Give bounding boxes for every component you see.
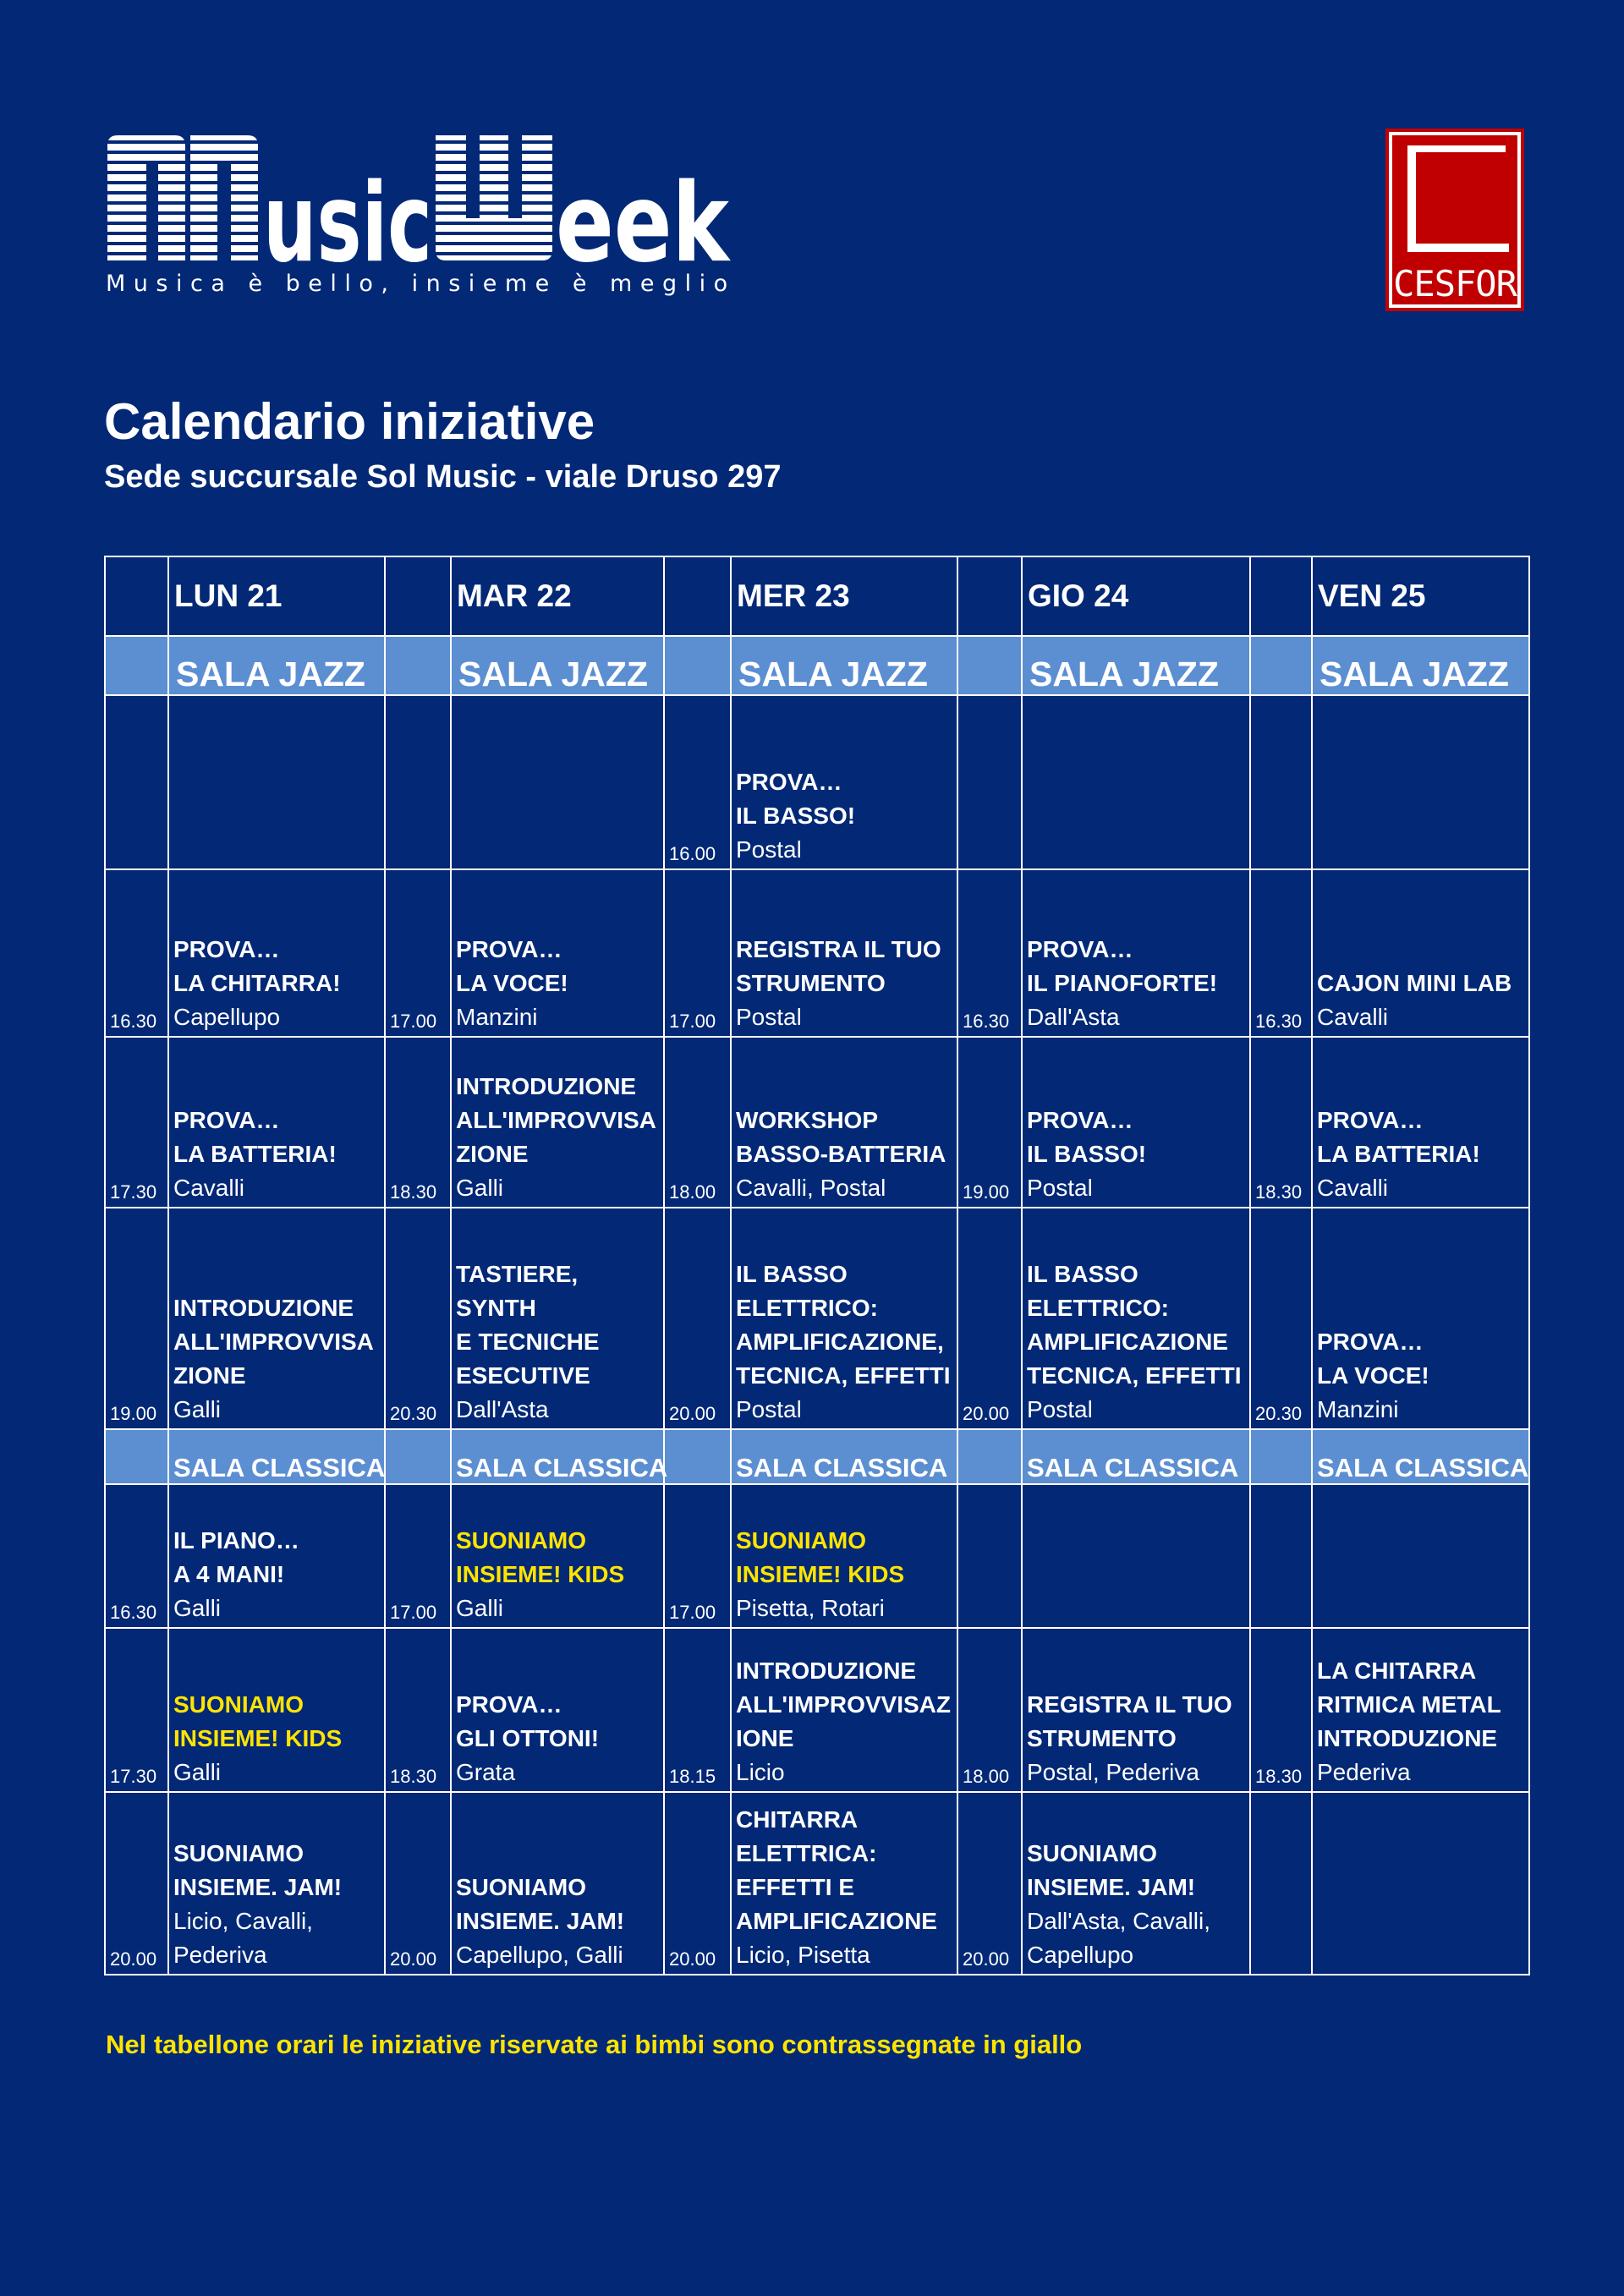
event-title: INTRODUZIONE ALL'IMPROVVISA ZIONE: [173, 1295, 374, 1389]
event-time: 17.30: [110, 1766, 157, 1787]
logo-eek-text: eek: [556, 161, 732, 287]
room-time-cell: [664, 636, 731, 695]
event: [169, 933, 384, 1036]
event-time: 17.00: [390, 1011, 437, 1032]
event-cell: [451, 1208, 664, 1429]
room-label: SALA CLASSICA: [1027, 1453, 1239, 1482]
event-cell: [731, 1208, 957, 1429]
event-cell: [451, 1037, 664, 1208]
event-teacher: Postal: [736, 836, 802, 863]
event: [1313, 1654, 1528, 1791]
event-teacher: Postal, Pederiva: [1027, 1759, 1199, 1785]
time-cell: [385, 695, 451, 869]
event-time: 20.30: [390, 1403, 437, 1424]
event-teacher: Cavalli: [173, 1175, 245, 1201]
time-cell: [664, 869, 731, 1037]
time-header-cell: [385, 556, 451, 636]
event-teacher: Galli: [173, 1396, 222, 1422]
event-time: 17.30: [110, 1181, 157, 1203]
schedule-table: [104, 556, 1530, 1975]
event-time: 16.30: [110, 1602, 157, 1623]
event-cell: [1022, 869, 1250, 1037]
event-title: IL BASSO ELETTRICO: AMPLIFICAZIONE TECNICA, EFFETTI: [1027, 1261, 1242, 1389]
time-cell: [385, 1208, 451, 1429]
event-time: 20.00: [669, 1948, 716, 1970]
event-cell: [168, 869, 385, 1037]
event-title: CAJON MINI LAB: [1317, 970, 1512, 996]
event-time: 18.00: [963, 1766, 1010, 1787]
schedule-row: [105, 1208, 1529, 1429]
event-title: INTRODUZIONE ALL'IMPROVVISAZ IONE: [736, 1658, 951, 1751]
room-time-cell: [1250, 1429, 1312, 1484]
time-cell: [664, 1628, 731, 1792]
time-cell: [105, 1037, 168, 1208]
event: [1023, 1688, 1249, 1791]
logo-letter-m-right: [190, 135, 258, 260]
room-time-cell: [105, 1429, 168, 1484]
event: [1023, 933, 1249, 1036]
event-cell: [451, 695, 664, 869]
event-title: PROVA… LA VOCE!: [1317, 1329, 1429, 1389]
event: [1313, 1325, 1528, 1428]
room-time-cell: [957, 1429, 1022, 1484]
time-cell: [664, 1208, 731, 1429]
room-header-cell: [1022, 636, 1250, 695]
time-cell: [957, 1628, 1022, 1792]
event-cell: [451, 1628, 664, 1792]
event-cell: [731, 1037, 957, 1208]
event-cell: [1022, 1208, 1250, 1429]
event-time: 20.00: [963, 1948, 1010, 1970]
event: [169, 1524, 384, 1627]
event-time: 17.00: [669, 1602, 716, 1623]
time-cell: [1250, 695, 1312, 869]
event-cell: [168, 1208, 385, 1429]
event-title: PROVA… LA BATTERIA!: [173, 1107, 337, 1167]
room-time-cell: [105, 636, 168, 695]
event-teacher: Cavalli: [1317, 1175, 1389, 1201]
day-header-cell: [731, 556, 957, 636]
time-cell: [957, 869, 1022, 1037]
event-teacher: Galli: [456, 1175, 504, 1201]
event-cell: [1312, 1208, 1529, 1429]
event-teacher: Cavalli, Postal: [736, 1175, 886, 1201]
event-title: CHITARRA ELETTRICA: EFFETTI E AMPLIFICAZIONE: [736, 1806, 937, 1934]
event: [732, 933, 957, 1036]
room-label: SALA JAZZ: [738, 655, 928, 693]
event-title: SUONIAMO INSIEME! KIDS: [173, 1691, 343, 1751]
time-cell: [957, 1484, 1022, 1628]
room-label: SALA JAZZ: [1029, 655, 1219, 693]
time-cell: [1250, 1628, 1312, 1792]
day-header-row: [105, 556, 1529, 636]
event-cell: [1312, 1037, 1529, 1208]
time-cell: [105, 1628, 168, 1792]
event-title: PROVA… LA VOCE!: [456, 936, 568, 996]
event-cell: [168, 1484, 385, 1628]
event-time: 18.30: [390, 1181, 437, 1203]
event: [732, 1654, 957, 1791]
event-cell: [1022, 1628, 1250, 1792]
event-cell: [451, 1792, 664, 1975]
schedule-row: [105, 1792, 1529, 1975]
event: [732, 1104, 957, 1207]
event-time: 20.00: [963, 1403, 1010, 1424]
event-cell: [1312, 1628, 1529, 1792]
room-header-cell: [731, 1429, 957, 1484]
event-title: PROVA… IL PIANOFORTE!: [1027, 936, 1218, 996]
event-teacher: Postal: [736, 1396, 802, 1422]
event-cell: [451, 1484, 664, 1628]
event-cell: [1022, 1792, 1250, 1975]
event-time: 20.30: [1255, 1403, 1303, 1424]
event-title: REGISTRA IL TUO STRUMENTO: [736, 936, 941, 996]
room-label: SALA CLASSICA: [1317, 1453, 1529, 1482]
event-teacher: Postal: [1027, 1396, 1093, 1422]
schedule-row: [105, 869, 1529, 1037]
room-time-cell: [385, 636, 451, 695]
time-cell: [105, 1484, 168, 1628]
event-title: TASTIERE, SYNTH E TECNICHE ESECUTIVE: [456, 1261, 600, 1389]
time-cell: [1250, 1792, 1312, 1975]
time-cell: [385, 869, 451, 1037]
day-label: VEN 25: [1318, 578, 1426, 613]
event: [169, 1837, 384, 1974]
room-header-row-jazz: [105, 636, 1529, 695]
day-header-cell: [451, 556, 664, 636]
schedule-row: [105, 1628, 1529, 1792]
event-title: PROVA… LA BATTERIA!: [1317, 1107, 1480, 1167]
room-label: SALA JAZZ: [458, 655, 648, 693]
day-label: GIO 24: [1028, 578, 1129, 613]
time-cell: [957, 1037, 1022, 1208]
event-cell: [168, 1628, 385, 1792]
event-time: 17.00: [669, 1011, 716, 1032]
event-time: 20.00: [669, 1403, 716, 1424]
room-time-cell: [664, 1429, 731, 1484]
time-cell: [1250, 869, 1312, 1037]
logo-usic-text: usic: [263, 161, 432, 287]
event-teacher: Pisetta, Rotari: [736, 1595, 885, 1621]
room-label: SALA JAZZ: [1320, 655, 1509, 693]
time-header-cell: [664, 556, 731, 636]
event-title: PROVA… LA CHITARRA!: [173, 936, 341, 996]
event-time: 16.30: [1255, 1011, 1303, 1032]
event-time: 16.30: [110, 1011, 157, 1032]
event: [1313, 1104, 1528, 1207]
event-cell: [731, 869, 957, 1037]
event-title: IL BASSO ELETTRICO: AMPLIFICAZIONE, TECNICA, EFFETTI: [736, 1261, 951, 1389]
event-cell: [168, 695, 385, 869]
event-title: REGISTRA IL TUO STRUMENTO: [1027, 1691, 1232, 1751]
time-cell: [664, 1037, 731, 1208]
event-teacher: Galli: [456, 1595, 504, 1621]
event: [452, 1871, 663, 1974]
event-teacher: Grata: [456, 1759, 516, 1785]
time-cell: [957, 1208, 1022, 1429]
time-cell: [664, 695, 731, 869]
time-cell: [1250, 1037, 1312, 1208]
event-teacher: Manzini: [1317, 1396, 1399, 1422]
time-cell: [664, 1484, 731, 1628]
time-cell: [1250, 1208, 1312, 1429]
event-teacher: Capellupo, Galli: [456, 1942, 623, 1968]
time-header-cell: [957, 556, 1022, 636]
event-teacher: Licio, Pisetta: [736, 1942, 870, 1968]
event-teacher: Licio: [736, 1759, 785, 1785]
page-title: Calendario iniziative: [104, 393, 595, 450]
event-time: 18.30: [1255, 1181, 1303, 1203]
time-cell: [105, 1208, 168, 1429]
time-cell: [105, 869, 168, 1037]
time-cell: [957, 695, 1022, 869]
event-cell: [451, 869, 664, 1037]
room-label: SALA CLASSICA: [736, 1453, 948, 1482]
event: [452, 1070, 663, 1207]
event-cell: [731, 1792, 957, 1975]
time-cell: [385, 1792, 451, 1975]
event-teacher: Galli: [173, 1759, 222, 1785]
time-cell: [385, 1628, 451, 1792]
schedule-row: [105, 695, 1529, 869]
room-header-cell: [1312, 1429, 1529, 1484]
event-title: WORKSHOP BASSO-BATTERIA: [736, 1107, 946, 1167]
event-cell: [1312, 869, 1529, 1037]
event-time: 19.00: [110, 1403, 157, 1424]
event-title: PROVA… IL BASSO!: [736, 769, 856, 829]
cesfor-logo: [1385, 129, 1524, 311]
event-cell: [1022, 695, 1250, 869]
time-cell: [385, 1484, 451, 1628]
room-label: SALA CLASSICA: [173, 1453, 386, 1482]
event-teacher: Galli: [173, 1595, 222, 1621]
event-teacher: Postal: [736, 1004, 802, 1030]
room-time-cell: [1250, 636, 1312, 695]
event-time: 18.30: [1255, 1766, 1303, 1787]
event: [732, 1803, 957, 1974]
event-title: LA CHITARRA RITMICA METAL INTRODUZIONE: [1317, 1658, 1501, 1751]
event-title: PROVA… IL BASSO!: [1027, 1107, 1147, 1167]
event: [452, 933, 663, 1036]
time-cell: [957, 1792, 1022, 1975]
day-header-cell: [168, 556, 385, 636]
time-cell: [664, 1792, 731, 1975]
event-title: IL PIANO… A 4 MANI!: [173, 1527, 299, 1587]
day-label: LUN 21: [174, 578, 283, 613]
event-title: SUONIAMO INSIEME. JAM!: [456, 1874, 625, 1934]
day-label: MER 23: [737, 578, 850, 613]
logo-tagline: Musica è bello, insieme è meglio: [106, 271, 736, 297]
event-teacher: Licio, Cavalli, Pederiva: [173, 1908, 313, 1968]
event-time: 20.00: [110, 1948, 157, 1970]
time-cell: [105, 695, 168, 869]
event: [1023, 1258, 1249, 1428]
time-cell: [385, 1037, 451, 1208]
event: [452, 1524, 663, 1627]
event-cell: [1022, 1037, 1250, 1208]
event-teacher: Dall'Asta: [456, 1396, 549, 1422]
time-cell: [105, 1792, 168, 1975]
event-teacher: Dall'Asta: [1027, 1004, 1120, 1030]
day-header-cell: [1312, 556, 1529, 636]
room-header-cell: [451, 636, 664, 695]
room-header-cell: [451, 1429, 668, 1484]
schedule-row: [105, 1484, 1529, 1628]
time-header-cell: [105, 556, 168, 636]
room-header-cell: [731, 636, 957, 695]
event-cell: [731, 1484, 957, 1628]
event-time: 19.00: [963, 1181, 1010, 1203]
event: [452, 1258, 663, 1428]
kids-footnote: Nel tabellone orari le iniziative riservate ai bimbi sono contrassegnate in giallo: [106, 2030, 1083, 2059]
event-title: SUONIAMO INSIEME! KIDS: [736, 1527, 905, 1587]
event-cell: [731, 1628, 957, 1792]
event: [169, 1104, 384, 1207]
event: [1023, 1104, 1249, 1207]
room-header-cell: [168, 636, 385, 695]
event-cell: [1022, 1484, 1250, 1628]
event-teacher: Manzini: [456, 1004, 538, 1030]
room-label: SALA CLASSICA: [456, 1453, 668, 1482]
event: [732, 765, 957, 869]
event-title: SUONIAMO INSIEME. JAM!: [173, 1840, 343, 1900]
event-title: INTRODUZIONE ALL'IMPROVVISA ZIONE: [456, 1073, 656, 1167]
room-time-cell: [385, 1429, 451, 1484]
room-time-cell: [957, 636, 1022, 695]
event: [732, 1258, 957, 1428]
logo-letter-w: [436, 135, 552, 260]
room-header-cell: [1022, 1429, 1250, 1484]
cesfor-logo-text: CESFOR: [1393, 263, 1517, 304]
event-cell: [1312, 1484, 1529, 1628]
event-title: PROVA… GLI OTTONI!: [456, 1691, 600, 1751]
event: [1313, 967, 1528, 1036]
event-time: 16.30: [963, 1011, 1010, 1032]
time-header-cell: [1250, 556, 1312, 636]
room-header-cell: [168, 1429, 385, 1484]
musicweek-logo: [106, 134, 736, 297]
event-time: 16.00: [669, 843, 716, 864]
event-cell: [168, 1792, 385, 1975]
event: [169, 1291, 384, 1428]
event-time: 20.00: [390, 1948, 437, 1970]
logo-letter-m: [107, 135, 185, 260]
event-title: SUONIAMO INSIEME! KIDS: [456, 1527, 625, 1587]
event-time: 18.00: [669, 1181, 716, 1203]
room-label: SALA JAZZ: [176, 655, 365, 693]
event-teacher: Postal: [1027, 1175, 1093, 1201]
event: [452, 1688, 663, 1791]
event-time: 17.00: [390, 1602, 437, 1623]
event-teacher: Dall'Asta, Cavalli, Capellupo: [1027, 1908, 1210, 1968]
event-cell: [1312, 695, 1529, 869]
event-time: 18.15: [669, 1766, 716, 1787]
time-cell: [1250, 1484, 1312, 1628]
event-time: 18.30: [390, 1766, 437, 1787]
day-header-cell: [1022, 556, 1250, 636]
event-teacher: Pederiva: [1317, 1759, 1411, 1785]
event-title: SUONIAMO INSIEME. JAM!: [1027, 1840, 1196, 1900]
page-subtitle: Sede succursale Sol Music - viale Druso 297: [104, 459, 782, 495]
event-cell: [731, 695, 957, 869]
event: [732, 1524, 957, 1627]
room-header-row-classica: [105, 1429, 1529, 1484]
schedule-row: [105, 1037, 1529, 1208]
room-header-cell: [1312, 636, 1529, 695]
event-cell: [168, 1037, 385, 1208]
event: [169, 1688, 384, 1791]
event: [1023, 1837, 1249, 1974]
day-label: MAR 22: [457, 578, 572, 613]
event-teacher: Cavalli: [1317, 1004, 1389, 1030]
event-cell: [1312, 1792, 1529, 1975]
event-teacher: Capellupo: [173, 1004, 281, 1030]
